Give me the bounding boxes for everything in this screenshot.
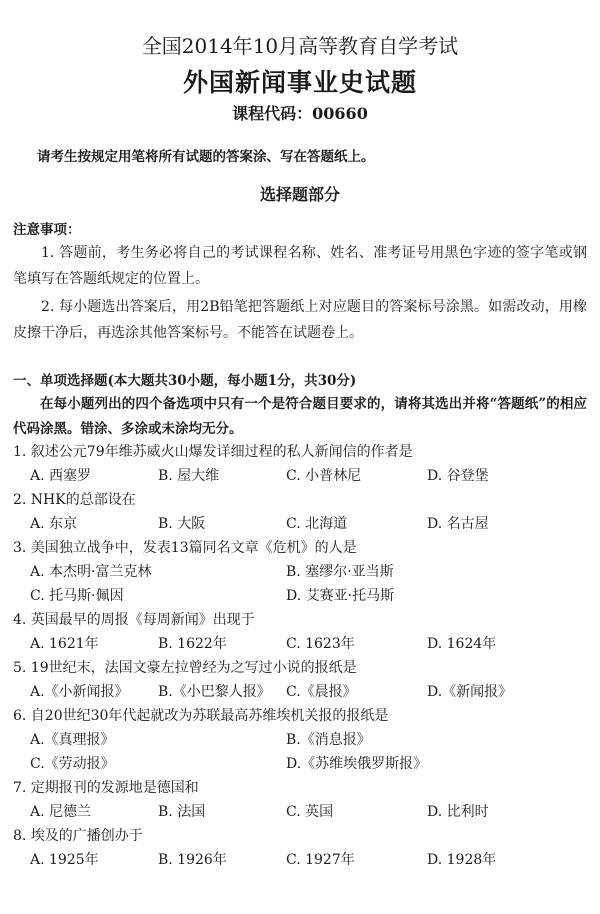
question-stem: 8. 埃及的广播创办于 [13, 828, 143, 844]
option-c: C. 英国 [286, 804, 334, 820]
option-row [13, 752, 593, 776]
option-d: D. 1928年 [427, 852, 497, 868]
question-3 [13, 536, 593, 608]
question-stem: 2. NHK的总部设在 [13, 492, 136, 508]
option-row [13, 728, 593, 752]
note-item: 1. 答题前，考生务必将自己的考试课程名称、姓名、准考证号用黑色字迹的签字笔或钢笔填写在答题纸规定的位置上。 [13, 245, 587, 287]
answer-instruction: 请考生按规定用笔将所有试题的答案涂、写在答题纸上。 [37, 149, 375, 165]
option-d: D. 谷登堡 [427, 468, 489, 484]
question-6 [13, 704, 593, 776]
part-heading: 一、单项选择题(本大题共30小题，每小题1分，共30分) [13, 373, 357, 389]
question-2 [13, 488, 593, 536]
course-code: 课程代码：00660 [232, 104, 368, 123]
option-b: B. 法国 [158, 804, 206, 820]
option-c: C. 1927年 [286, 852, 355, 868]
option-c: C.《晨报》 [286, 684, 357, 700]
question-stem: 5. 19世纪末，法国文豪左拉曾经为之写过小说的报纸是 [13, 660, 357, 676]
option-row [13, 848, 593, 872]
option-a: A. 西塞罗 [30, 468, 92, 484]
option-c: C. 托马斯·佩因 [30, 588, 124, 604]
question-4 [13, 608, 593, 656]
option-row [13, 680, 593, 704]
option-a: A.《小新闻报》 [30, 684, 129, 700]
option-row [13, 632, 593, 656]
question-list [13, 440, 593, 872]
option-b: B.《小巴黎人报》 [158, 684, 271, 700]
part-instruction: 在每小题列出的四个备选项中只有一个是符合题目要求的，请将其选出并将“答题纸”的相应代码涂黑。错涂、多涂或未涂均无分。 [13, 396, 587, 437]
option-b: B. 1926年 [158, 852, 227, 868]
option-a: A. 1925年 [30, 852, 99, 868]
option-b: B. 屋大维 [158, 468, 220, 484]
question-stem: 4. 英国最早的周报《每周新闻》出现于 [13, 612, 255, 628]
option-row [13, 584, 593, 608]
section-title: 选择题部分 [259, 185, 340, 204]
option-d: D. 艾赛亚·托马斯 [286, 588, 395, 604]
option-c: C. 1623年 [286, 636, 355, 652]
option-d: D.《新闻报》 [427, 684, 513, 700]
subject-title: 外国新闻事业史试题 [182, 68, 417, 97]
option-d: D.《苏维埃俄罗斯报》 [286, 756, 428, 772]
option-c: C. 小普林尼 [286, 468, 362, 484]
option-b: B.《消息报》 [286, 732, 371, 748]
question-stem: 6. 自20世纪30年代起就改为苏联最高苏维埃机关报的报纸是 [13, 708, 389, 724]
question-stem: 3. 美国独立战争中，发表13篇同名文章《危机》的人是 [13, 540, 357, 556]
option-b: B. 大阪 [158, 516, 206, 532]
question-8 [13, 824, 593, 872]
option-row [13, 560, 593, 584]
option-a: A. 1621年 [30, 636, 99, 652]
option-a: A. 本杰明·富兰克林 [30, 564, 152, 580]
exam-title: 全国2014年10月高等教育自学考试 [141, 34, 459, 58]
option-row [13, 512, 593, 536]
option-b: B. 塞缪尔·亚当斯 [286, 564, 394, 580]
option-d: D. 比利时 [427, 804, 489, 820]
option-a: A. 东京 [30, 516, 78, 532]
option-d: D. 名古屋 [427, 516, 489, 532]
option-c: C. 北海道 [286, 516, 348, 532]
option-row [13, 464, 593, 488]
option-row [13, 800, 593, 824]
option-a: A. 尼德兰 [30, 804, 92, 820]
question-7 [13, 776, 593, 824]
question-stem: 1. 叙述公元79年维苏威火山爆发详细过程的私人新闻信的作者是 [13, 444, 413, 460]
note-item: 2. 每小题选出答案后，用2B铅笔把答题纸上对应题目的答案标号涂黑。如需改动，用橡皮擦干净后，再选涂其他答案标号。不能答在试题卷上。 [13, 299, 587, 341]
option-b: B. 1622年 [158, 636, 227, 652]
question-5 [13, 656, 593, 704]
option-a: A.《真理报》 [30, 732, 115, 748]
notes-heading: 注意事项： [13, 222, 81, 238]
question-stem: 7. 定期报刊的发源地是德国和 [13, 780, 199, 796]
question-1 [13, 440, 593, 488]
option-c: C.《劳动报》 [30, 756, 115, 772]
option-d: D. 1624年 [427, 636, 497, 652]
